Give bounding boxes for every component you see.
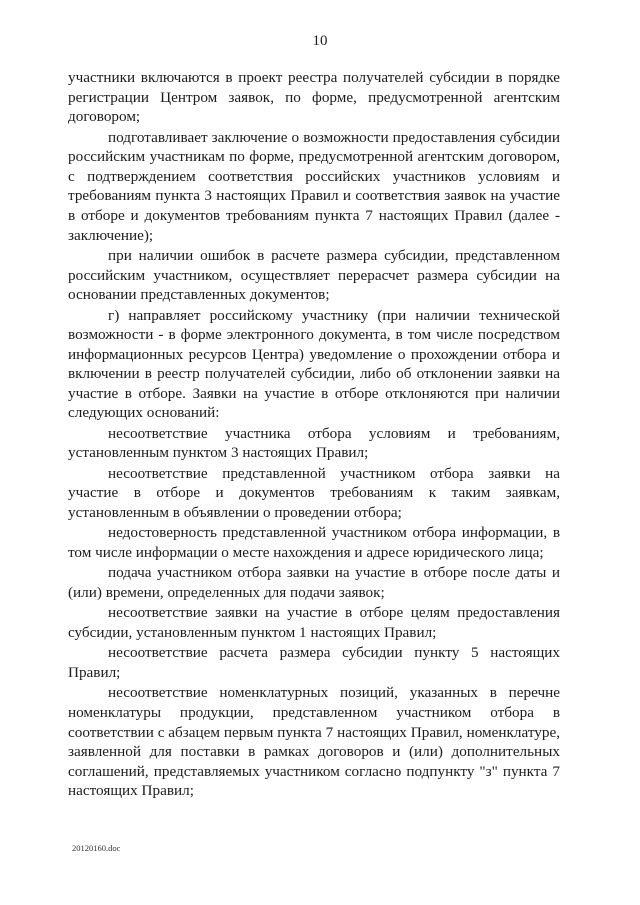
paragraph-4: г) направляет российскому участнику (при наличии технической возможности - в форме электронного документа, в том числе посредством информационных ресурсов Центра) уведомление о прохождении отбора и включении в реестр получателей субсидии, либо об отклонении заявки на участие в отборе. Заявки на участие в отборе отклоняются при наличии следующих оснований: [68, 306, 560, 422]
paragraph-7: недостоверность представленной участником отбора информации, в том числе информации о месте нахождения и адресе юридического лица; [68, 524, 560, 562]
document-body [68, 68, 560, 802]
paragraph-11: несоответствие номенклатурных позиций, указанных в перечне номенклатуры продукции, представленном участником отбора в соответствии с абзацем первым пункта 7 настоящих Правил, номенклатуре, заявленной для поставки в рамках договоров и (или) дополнительных соглашений, представляемых участником согласно подпункту "з" пункта 7 настоящих Правил; [68, 684, 560, 800]
paragraph-10: несоответствие расчета размера субсидии пункту 5 настоящих Правил; [68, 644, 560, 681]
paragraph-1: участники включаются в проект реестра получателей субсидии в порядке регистрации Центром заявок, по форме, предусмотренной агентским договором; [68, 69, 560, 126]
paragraph-8: подача участником отбора заявки на участие в отборе после даты и (или) времени, определенных для подачи заявок; [68, 564, 560, 602]
paragraph-2: подготавливает заключение о возможности предоставления субсидии российским участникам по форме, предусмотренной агентским договором, с подтверждением соответствия российских участников условиям и требованиям пункта 3 настоящих Правил и соответствия заявок на участие в отборе и документов требованиям пункта 7 настоящих Правил (далее - заключение); [68, 128, 560, 244]
footer-file-code: 20120160.doc [72, 843, 121, 853]
paragraph-3: при наличии ошибок в расчете размера субсидии, представленном российским участником, осуществляет перерасчет размера субсидии на основании представленных документов; [68, 246, 560, 304]
paragraph-5: несоответствие участника отбора условиям и требованиям, установленным пунктом 3 настоящих Правил; [68, 424, 560, 462]
paragraph-9: несоответствие заявки на участие в отборе целям предоставления субсидии, установленным пунктом 1 настоящих Правил; [68, 604, 560, 641]
paragraph-6: несоответствие представленной участником отбора заявки на участие в отборе и документов требованиям к таким заявкам, установленным в объявлении о проведении отбора; [68, 464, 560, 522]
page-number: 10 [312, 33, 328, 49]
